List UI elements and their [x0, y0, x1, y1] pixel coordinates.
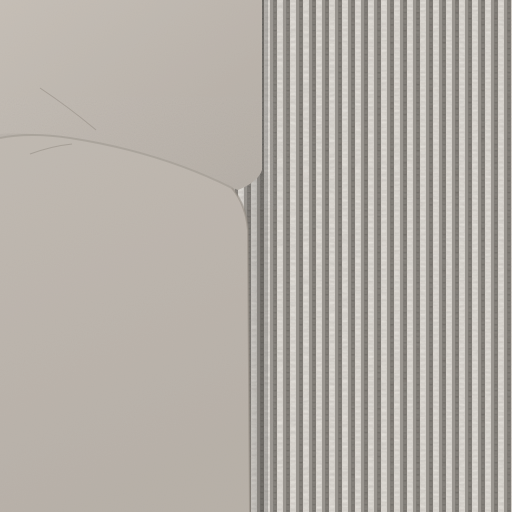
- bottom-paper-sheet: [0, 135, 250, 512]
- knit-fabric: [235, 0, 512, 512]
